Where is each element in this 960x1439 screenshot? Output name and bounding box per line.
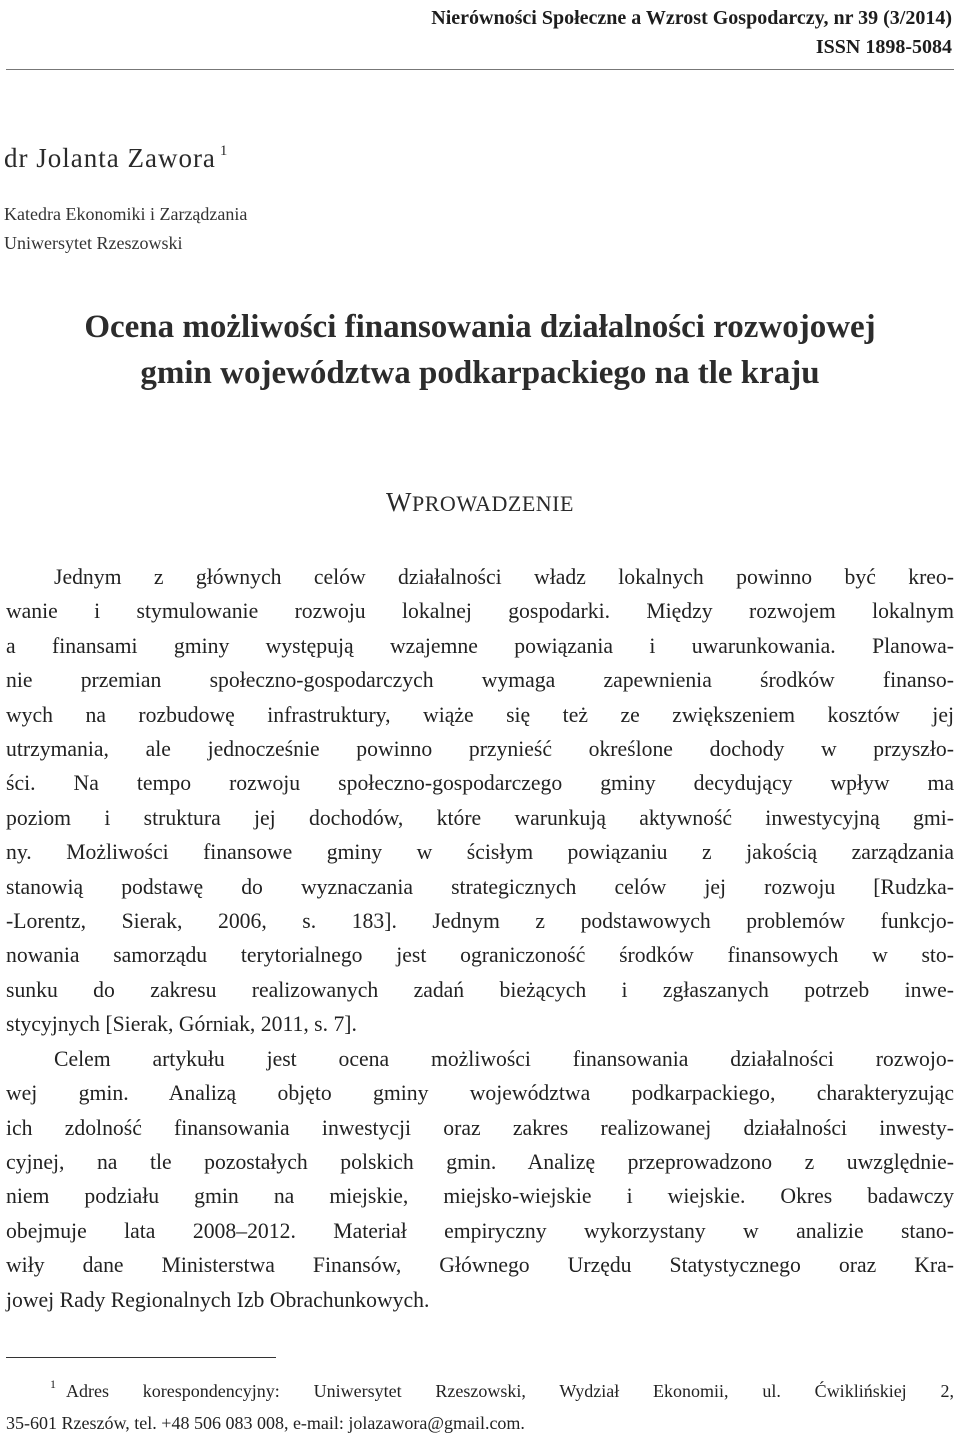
body-line: Celem artykułu jest ocena możliwości finansowania działalności rozwojo- — [54, 1046, 954, 1071]
body-text — [6, 560, 954, 1317]
journal-issn: ISSN 1898-5084 — [815, 36, 952, 58]
body-line: stanowią podstawę do wyznaczania strategicznych celów jej rozwoju [Rudzka- — [6, 874, 954, 899]
title-line-2: gmin województwa podkarpackiego na tle kraju — [140, 355, 820, 391]
body-line: utrzymania, ale jednocześnie powinno przynieść określone dochody w przyszło- — [6, 737, 954, 762]
body-line: cyjnej, na tle pozostałych polskich gmin. Analizę przeprowadzono z uwzględnie- — [6, 1149, 954, 1174]
affiliation-university: Uniwersytet Rzeszowski — [4, 233, 183, 253]
body-line: nowania samorządu terytorialnego jest ograniczoność środków finansowych w sto- — [6, 943, 954, 968]
title-line-1: Ocena możliwości finansowania działalności rozwojowej — [84, 309, 876, 345]
body-line: nie przemian społeczno-gospodarczych wymaga zapewnienia środków finanso- — [6, 668, 954, 693]
body-line: jowej Rady Regionalnych Izb Obrachunkowych. — [6, 1287, 430, 1312]
body-line: -Lorentz, Sierak, 2006, s. 183]. Jednym z podstawowych problemów funkcjo- — [6, 909, 954, 934]
journal-header — [431, 4, 952, 62]
body-line: poziom i struktura jej dochodów, które warunkują aktywność inwestycyjną gmi- — [6, 805, 954, 830]
body-line: Jednym z głównych celów działalności władz lokalnych powinno być kreo- — [54, 565, 954, 589]
body-line: sunku do zakresu realizowanych zadań bieżących i zgłaszanych potrzeb inwe- — [6, 977, 954, 1002]
body-line: wiły dane Ministerstwa Finansów, Głównego Urzędu Statystycznego oraz Kra- — [6, 1253, 954, 1278]
journal-title: Nierówności Społeczne a Wzrost Gospodarczy, nr 39 (3/2014) — [431, 7, 952, 29]
section-heading-rest: PROWADZENIE — [412, 491, 574, 516]
body-line: wanie i stymulowanie rozwoju lokalnej gospodarki. Między rozwojem lokalnym — [6, 599, 954, 624]
footnote-address: Adres korespondencyjny: Uniwersytet Rzeszowski, Wydział Ekonomii, ul. Ćwiklińskiej 2, — [66, 1381, 954, 1401]
body-line: wych na rozbudowę infrastruktury, wiąże się też ze zwiększeniem kosztów jej — [6, 702, 954, 727]
article-title — [0, 304, 960, 396]
section-heading — [0, 487, 960, 518]
body-line: ich zdolność finansowania inwestycji oraz zakres realizowanej działalności inwesty- — [6, 1115, 954, 1140]
footnote-contact: 35-601 Rzeszów, tel. +48 506 083 008, e-mail: jolazawora@gmail.com. — [6, 1413, 525, 1433]
body-line: wej gmin. Analizą objęto gminy województwa podkarpackiego, charakteryzując — [6, 1081, 954, 1106]
body-line: ści. Na tempo rozwoju społeczno-gospodarczego gminy decydujący wpływ ma — [6, 771, 954, 796]
footnote-line — [6, 1370, 954, 1407]
author-name-block — [4, 143, 228, 174]
body-line: niem podziału gmin na miejskie, miejsko-wiejskie i wiejskie. Okres badawczy — [6, 1184, 954, 1209]
body-line: a finansami gminy występują wzajemne powiązania i uwarunkowania. Planowa- — [6, 633, 954, 658]
footnote — [6, 1370, 954, 1439]
author-footnote-marker: 1 — [219, 143, 229, 159]
body-line: ny. Możliwości finansowe gminy w ścisłym powiązaniu z jakością zarządzania — [6, 840, 954, 865]
body-line: obejmuje lata 2008–2012. Materiał empiryczny wykorzystany w analizie stano- — [6, 1218, 954, 1243]
author-name: dr Jolanta Zawora — [4, 143, 216, 173]
section-heading-initial: W — [386, 487, 413, 517]
footnote-divider — [6, 1357, 276, 1358]
affiliation-department: Katedra Ekonomiki i Zarządzania — [4, 204, 248, 224]
header-divider — [6, 69, 954, 70]
author-affiliation — [4, 200, 247, 258]
body-line: stycyjnych [Sierak, Górniak, 2011, s. 7]. — [6, 1012, 357, 1037]
footnote-marker: 1 — [50, 1377, 56, 1391]
